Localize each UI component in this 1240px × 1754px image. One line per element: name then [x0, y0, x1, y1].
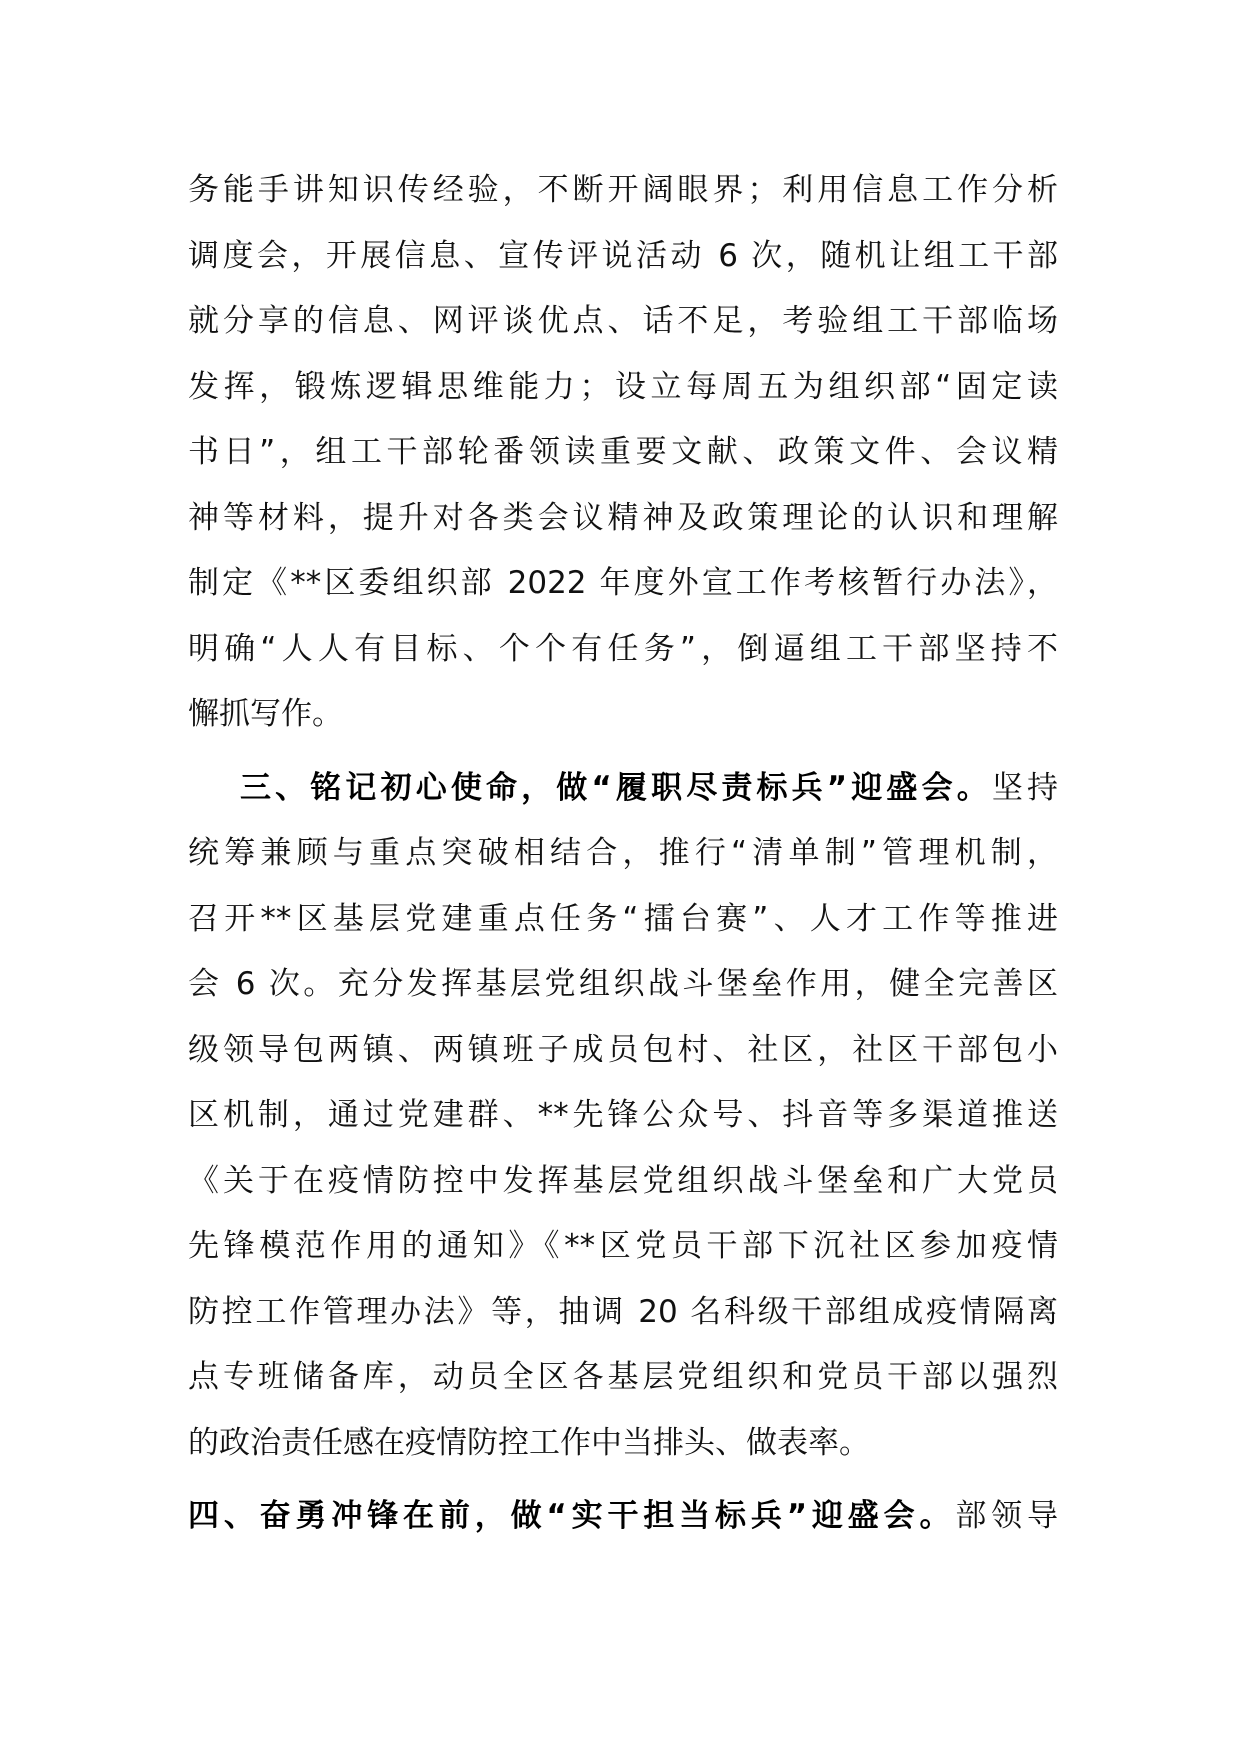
paragraph-gap [188, 1476, 1058, 1484]
paragraph-line: 的政治责任感在疫情防控工作中当排头、做表率。 [188, 1424, 870, 1461]
paragraph-line: 先锋模范作用的通知》《**区党员干部下沉社区参加疫情 [188, 1228, 1058, 1264]
paragraph-line: 统筹兼顾与重点突破相结合，推行“清单制”管理机制， [188, 835, 1058, 871]
paragraph-line: 明确“人人有目标、个个有任务”，倒逼组工干部坚持不 [188, 630, 1058, 667]
paragraph-line: 书日”，组工干部轮番领读重要文献、政策文件、会议精 [188, 434, 1058, 470]
paragraph-line: 调度会，开展信息、宣传评说活动 6 次，随机让组工干部 [188, 237, 1058, 274]
paragraph-line: 制定《**区委组织部 2022 年度外宣工作考核暂行办法》， [188, 565, 1058, 601]
paragraph-gap [188, 748, 1058, 756]
paragraph-line: 会 6 次。充分发挥基层党组织战斗堡垒作用，健全完善区 [188, 966, 1058, 1002]
paragraph-line: 点专班储备库，动员全区各基层党组织和党员干部以强烈 [188, 1359, 1058, 1395]
section-4-first-line-rest: 部领导 [955, 1498, 1058, 1534]
paragraph-line: 级领导包两镇、两镇班子成员包村、社区，社区干部包小 [188, 1031, 1058, 1068]
paragraph-line: 神等材料，提升对各类会议精神及政策理论的认识和理解 [188, 499, 1058, 536]
paragraph-line: 防控工作管理办法》等，抽调 20 名科级干部组成疫情隔离 [188, 1293, 1058, 1330]
document-body [188, 158, 1058, 1550]
section-4-heading: 四、奋勇冲锋在前，做“实干担当标兵”迎盛会。 [188, 1498, 956, 1534]
paragraph-line: 《关于在疫情防控中发挥基层党组织战斗堡垒和广大党员 [188, 1162, 1058, 1199]
paragraph-line: 务能手讲知识传经验，不断开阔眼界；利用信息工作分析 [188, 172, 1058, 208]
section-3-heading: 三、铭记初心使命，做“履职尽责标兵”迎盛会。 [240, 769, 992, 806]
section-4-first-line [188, 1484, 1058, 1550]
paragraph-line: 召开**区基层党建重点任务“擂台赛”、人才工作等推进 [188, 900, 1058, 937]
section-3-first-line [188, 756, 1058, 822]
paragraph-line: 区机制，通过党建群、**先锋公众号、抖音等多渠道推送 [188, 1097, 1058, 1133]
paragraph-line: 发挥，锻炼逻辑思维能力；设立每周五为组织部“固定读 [188, 368, 1058, 405]
paragraph-line: 就分享的信息、网评谈优点、话不足，考验组工干部临场 [188, 303, 1058, 339]
section-3-first-line-rest: 坚持 [991, 769, 1059, 806]
paragraph-line: 懈抓写作。 [188, 696, 343, 732]
